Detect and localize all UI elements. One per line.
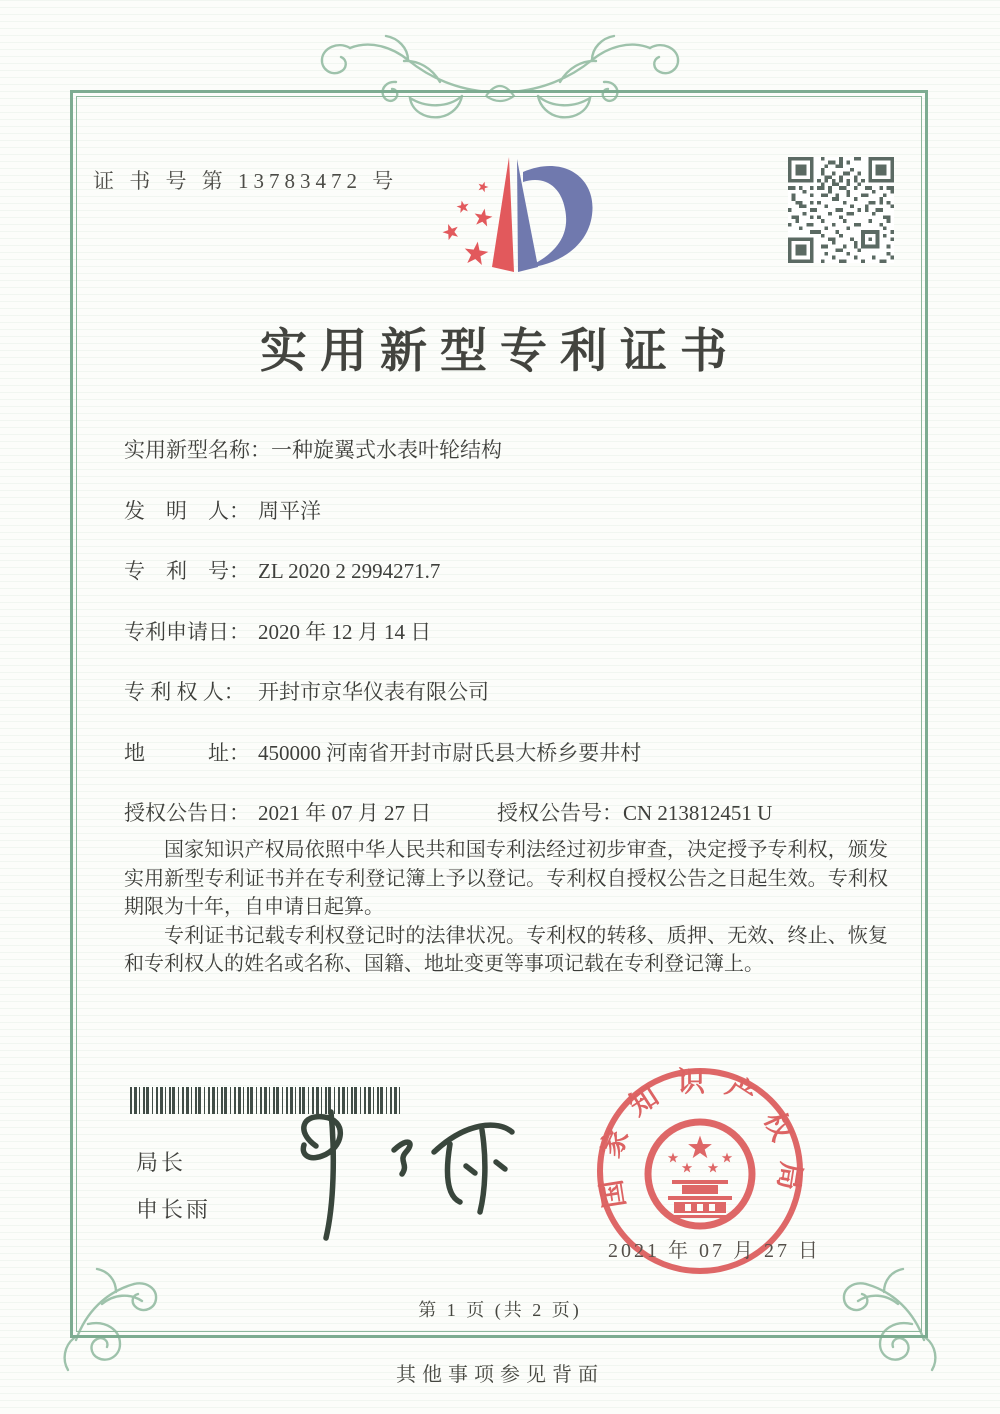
field-value: 一种旋翼式水表叶轮结构 bbox=[271, 438, 502, 462]
field-row bbox=[124, 559, 894, 620]
grant-row bbox=[124, 801, 894, 841]
signature-ink-icon bbox=[258, 1104, 528, 1254]
seal-text: 国家知识产权局 bbox=[593, 1067, 807, 1210]
back-note: 其他事项参见背面 bbox=[396, 1364, 604, 1386]
field-label: 专 利 权 人： bbox=[124, 680, 245, 704]
field-value: 周平洋 bbox=[258, 498, 321, 523]
field-value: 450000 河南省开封市尉氏县大桥乡要井村 bbox=[258, 740, 642, 765]
page-number: 第 1 页 (共 2 页) bbox=[418, 1300, 582, 1320]
field-label: 授权公告号： bbox=[497, 801, 623, 825]
field-list bbox=[124, 438, 894, 841]
qr-code-icon bbox=[788, 157, 894, 263]
grant-date bbox=[124, 801, 431, 825]
signer-block bbox=[136, 1146, 211, 1240]
field-value: 开封市京华仪表有限公司 bbox=[258, 680, 489, 704]
field-value: CN 213812451 U bbox=[623, 801, 773, 825]
field-row bbox=[124, 499, 894, 560]
certificate-number: 证 书 号 第 13783472 号 bbox=[93, 169, 399, 193]
field-label: 专利申请日： bbox=[124, 619, 250, 644]
signer-title: 局长 bbox=[136, 1150, 187, 1175]
field-row bbox=[124, 741, 894, 802]
field-row bbox=[124, 620, 894, 681]
cnipa-logo-icon bbox=[413, 141, 623, 293]
field-value: ZL 2020 2 2994271.7 bbox=[258, 559, 441, 583]
legal-paragraph: 专利证书记载专利权登记时的法律状况。专利权的转移、质押、无效、终止、恢复和专利权人的姓名或名称、国籍、地址变更等事项记载在专利登记簿上。 bbox=[124, 924, 888, 975]
field-value: 2020 年 12 月 14 日 bbox=[258, 619, 432, 644]
field-label: 实用新型名称： bbox=[124, 438, 271, 462]
grant-number bbox=[497, 801, 772, 826]
field-row bbox=[124, 438, 894, 499]
certificate-title: 实用新型专利证书 bbox=[260, 326, 740, 378]
field-label: 地 址： bbox=[124, 740, 250, 765]
signer-name: 申长雨 bbox=[136, 1197, 212, 1222]
field-label: 发 明 人： bbox=[124, 498, 250, 523]
field-label: 专 利 号： bbox=[124, 559, 250, 583]
field-value: 2021 年 07 月 27 日 bbox=[258, 801, 432, 825]
seal-date: 2021 年 07 月 27 日 bbox=[608, 1240, 821, 1262]
legal-text bbox=[124, 836, 888, 979]
field-row bbox=[124, 680, 894, 741]
legal-paragraph: 国家知识产权局依照中华人民共和国专利法经过初步审查，决定授予专利权，颁发实用新型专利证书并在专利登记簿上予以登记。专利权自授权公告之日起生效。专利权期限为十年，自申请日起算。 bbox=[124, 839, 888, 918]
field-label: 授权公告日： bbox=[124, 801, 250, 825]
